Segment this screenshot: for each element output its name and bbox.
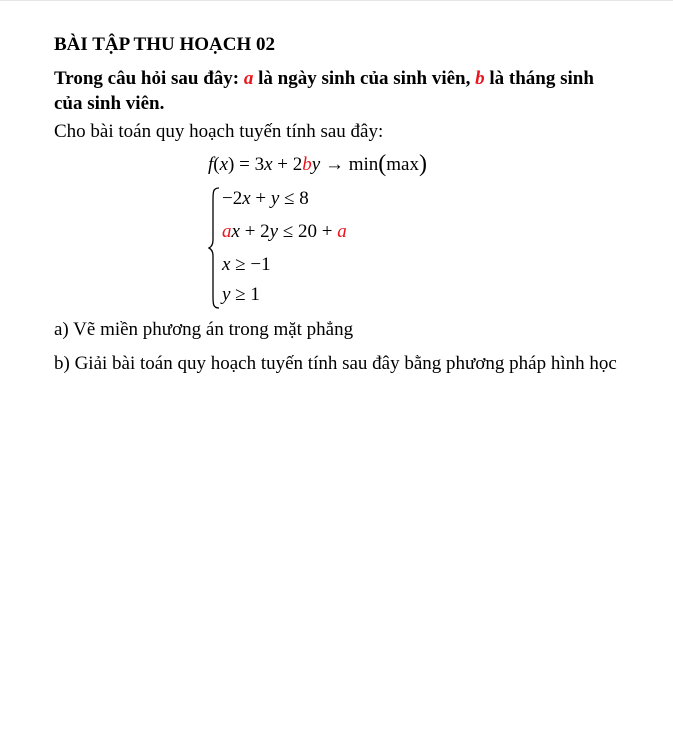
variable-b: b (475, 68, 485, 89)
math-var-x: x (264, 154, 273, 175)
math-term: + (250, 188, 271, 209)
math-term: = 3 (234, 154, 265, 175)
math-var-b: b (302, 154, 312, 175)
math-var-y: y (311, 154, 321, 175)
math-term: + 2 (239, 221, 270, 242)
assignment-instructions (54, 66, 614, 116)
math-var-a: a (337, 221, 347, 242)
variable-a: a (243, 68, 254, 89)
constraint-2 (222, 221, 347, 243)
math-term: ≥ −1 (230, 254, 271, 275)
math-var-y: y (269, 221, 279, 242)
math-paren: ( (213, 154, 220, 175)
math-max: max (386, 154, 419, 175)
problem-intro: Cho bài toán quy hoạch tuyến tính sau đây: (54, 121, 384, 142)
math-term: ≤ 20 + (278, 221, 338, 242)
math-var-y: y (222, 284, 231, 305)
math-var-a: a (222, 221, 232, 242)
math-var-x: x (222, 254, 231, 275)
math-var-x: x (219, 154, 229, 175)
constraint-3 (222, 254, 271, 276)
math-paren: ) (228, 154, 235, 175)
left-brace-icon (208, 186, 220, 310)
constraint-system (208, 186, 408, 310)
instructions-part-2: là ngày sinh của sinh viên, (253, 68, 476, 89)
page-title: BÀI TẬP THU HOẠCH 02 (54, 34, 276, 55)
math-f: f (208, 154, 214, 175)
question-a: a) Vẽ miền phương án trong mặt phẳng (54, 319, 354, 340)
constraint-1 (222, 188, 309, 210)
instructions-part-3: là tháng sinh của sinh viên. (54, 68, 594, 114)
objective-function (208, 150, 427, 177)
math-paren: ) (418, 151, 427, 177)
page-top-border (0, 0, 673, 1)
math-term: + 2 (272, 154, 303, 175)
constraint-4 (222, 284, 260, 306)
math-term: −2 (222, 188, 243, 209)
math-var-x: x (231, 221, 240, 242)
math-var-y: y (270, 188, 280, 209)
math-arrow-min: → min (320, 154, 379, 175)
math-var-x: x (242, 188, 251, 209)
math-term: ≥ 1 (230, 284, 260, 305)
math-term: ≤ 8 (279, 188, 309, 209)
question-b: b) Giải bài toán quy hoạch tuyến tính sau đây bằng phương pháp hình học (54, 353, 617, 374)
math-paren: ( (378, 151, 387, 177)
instructions-part-1: Trong câu hỏi sau đây: (54, 68, 244, 89)
